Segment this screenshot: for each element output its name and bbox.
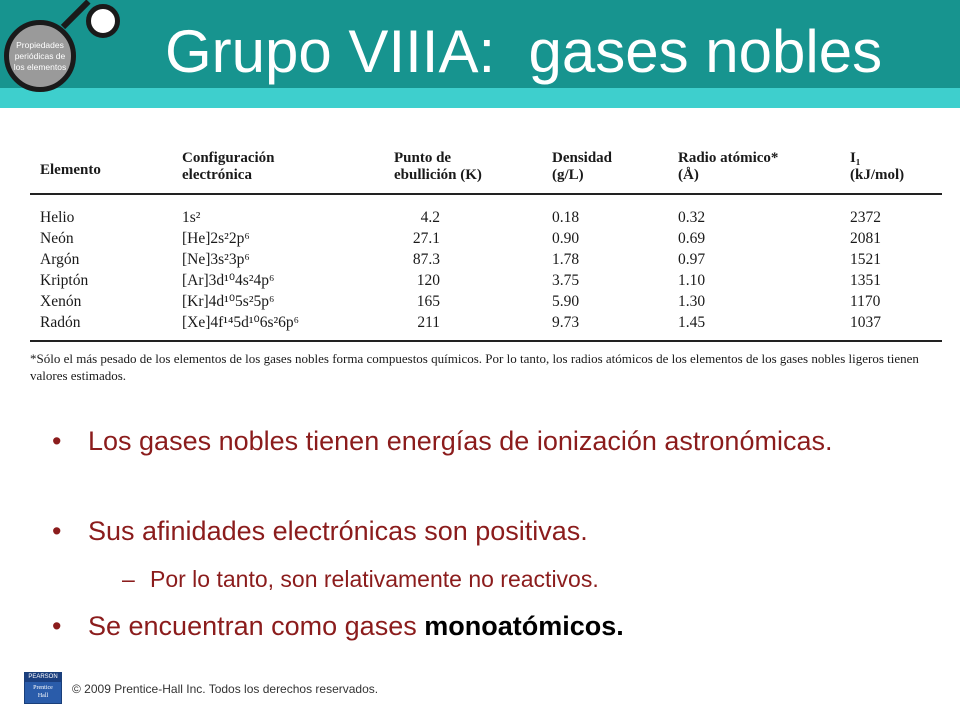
table-cell-ionizacion: 2081 (850, 230, 881, 247)
bullet-text-3-suffix: . (616, 611, 624, 641)
bullet-text-2: Sus afinidades electrónicas son positivas. (88, 516, 588, 546)
pearson-logo-bottom: Prentice Hall (33, 685, 53, 699)
table-cell-densidad: 0.18 (552, 209, 580, 226)
table-cell-ionizacion: 1037 (850, 314, 881, 331)
table-bottom-rule (30, 340, 942, 342)
table-cell-ionizacion: 1170 (850, 293, 881, 310)
table-cell-densidad: 1.78 (552, 251, 580, 268)
dash-icon: – (122, 566, 135, 592)
table-cell-radio: 0.97 (678, 251, 706, 268)
table-cell-ebullicion: 165 (416, 293, 440, 310)
header-configuracion: Configuración electrónica (182, 150, 275, 183)
table-cell-ebullicion: 27.1 (412, 230, 440, 247)
table-cell-elemento: Argón (40, 251, 80, 268)
table-cell-ionizacion: 1521 (850, 251, 881, 268)
table-cell-densidad: 0.90 (552, 230, 580, 247)
logo-text-line-2: periódicas de (14, 50, 66, 61)
table-cell-elemento: Neón (40, 230, 74, 247)
table-cell-elemento: Helio (40, 209, 75, 226)
table-cell-densidad: 9.73 (552, 314, 580, 331)
table-header-rule (30, 193, 942, 195)
table-cell-elemento: Kriptón (40, 272, 89, 289)
header-densidad: Densidad (g/L) (552, 150, 613, 183)
bullet-dot-icon: • (52, 516, 62, 546)
bullet-text-3 (88, 610, 928, 643)
bullet-dot-icon: • (52, 426, 62, 456)
table-cell-ebullicion: 87.3 (412, 251, 440, 268)
table-cell-configuracion: [Ne]3s²3p⁶ (182, 251, 250, 268)
logo-text-line-3: los elementos (13, 61, 67, 72)
table-cell-elemento: Xenón (40, 293, 82, 310)
bullet-text-3-prefix: Se encuentran como gases (88, 611, 425, 641)
table-cell-configuracion: [He]2s²2p⁶ (182, 230, 250, 247)
table-cell-ionizacion: 1351 (850, 272, 881, 289)
table-cell-radio: 0.32 (678, 209, 706, 226)
header-ionizacion: I₁ (kJ/mol) (850, 150, 905, 183)
table-cell-radio: 1.10 (678, 272, 706, 289)
table-cell-radio: 0.69 (678, 230, 706, 247)
table-cell-ebullicion: 4.2 (420, 209, 440, 226)
slide-title: Grupo VIIIA: gases nobles (165, 18, 883, 85)
table-cell-ebullicion: 211 (417, 314, 440, 331)
table-cell-densidad: 3.75 (552, 272, 580, 289)
table-cell-densidad: 5.90 (552, 293, 580, 310)
table-cell-configuracion: [Kr]4d¹⁰5s²5p⁶ (182, 293, 275, 310)
header-ebullicion: Punto de ebullición (K) (394, 150, 482, 183)
table-cell-ebullicion: 120 (416, 272, 440, 289)
logo-dot (86, 4, 120, 38)
copyright-notice: © 2009 Prentice-Hall Inc. Todos los derechos reservados. (72, 682, 379, 696)
table-footnote: *Sólo el más pesado de los elementos de los gases nobles forma compuestos químicos. Por lo tanto, los radios atómicos de los elementos de los gases nobles ligeros tienen valores estimados. (30, 351, 919, 383)
logo-text (14, 40, 66, 73)
chapter-logo (4, 20, 76, 92)
table-cell-configuracion: 1s² (182, 209, 201, 226)
bullet-dot-icon: • (52, 611, 62, 641)
table-cell-elemento: Radón (40, 314, 81, 331)
table-cell-radio: 1.30 (678, 293, 706, 310)
bullet-text-3-emphasis: monoatómicos (424, 611, 617, 641)
bullet-text-1: Los gases nobles tienen energías de ionización astronómicas. (88, 426, 833, 456)
table-cell-configuracion: [Ar]3d¹⁰4s²4p⁶ (182, 272, 275, 289)
table-cell-configuracion: [Xe]4f¹⁴5d¹⁰6s²6p⁶ (182, 314, 300, 331)
sub-bullet-text: Por lo tanto, son relativamente no reactivos. (150, 566, 599, 592)
pearson-logo-top: PEARSON (25, 673, 61, 682)
table-cell-ionizacion: 2372 (850, 209, 881, 226)
header-radio: Radio atómico* (Å) (678, 150, 779, 183)
logo-text-line-1: Propiedades (16, 39, 64, 50)
pearson-logo (24, 672, 62, 704)
table-cell-radio: 1.45 (678, 314, 706, 331)
header-elemento: Elemento (40, 162, 101, 178)
